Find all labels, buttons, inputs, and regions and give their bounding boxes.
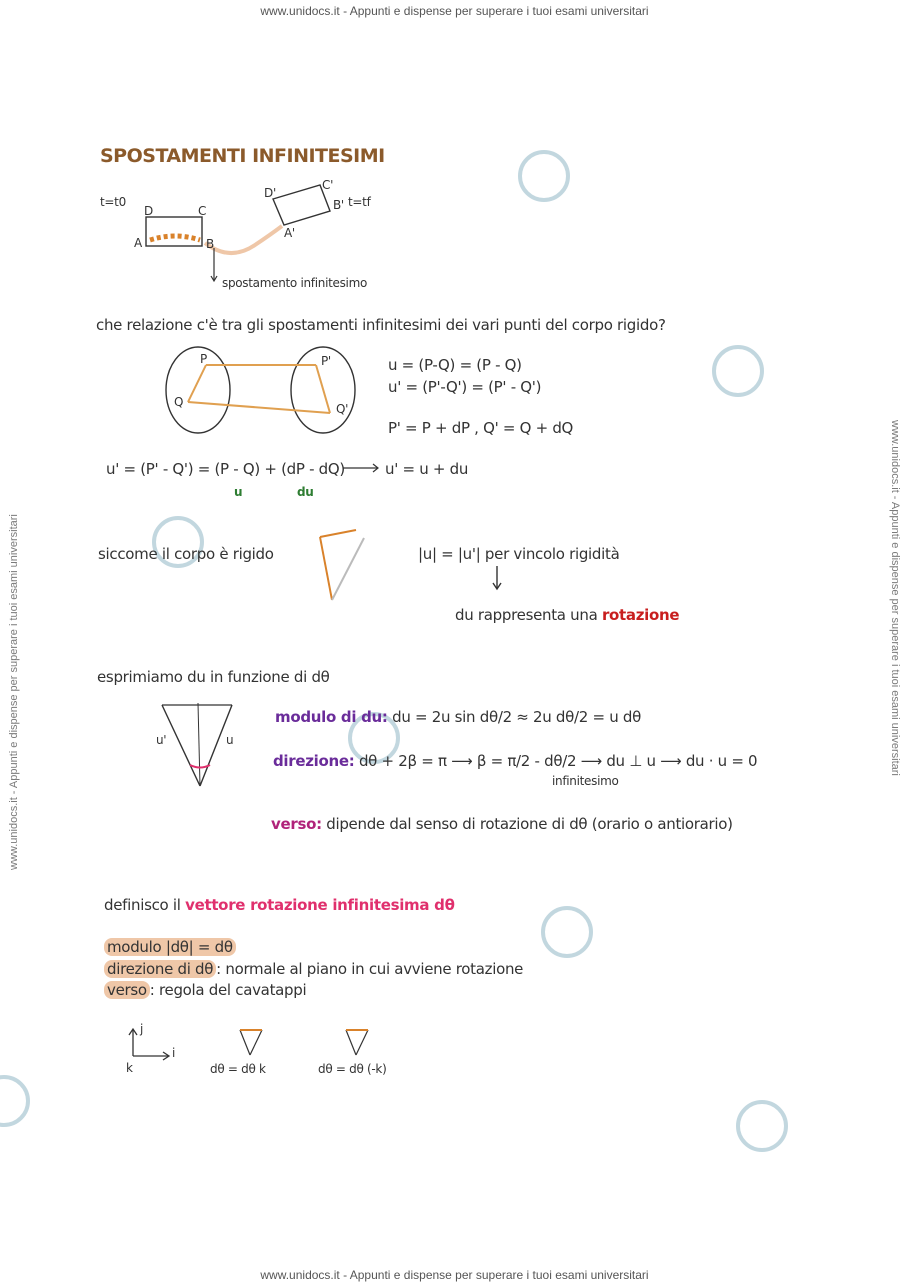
rotation-eq-b: dθ = dθ (-k) [318, 1062, 387, 1076]
axis-j: j [140, 1022, 144, 1036]
watermark-top: www.unidocs.it - Appunti e dispense per superare i tuoi esami universitari [260, 4, 649, 18]
page-title: SPOSTAMENTI INFINITESIMI [100, 145, 385, 167]
watermark-left: www.unidocs.it - Appunti e dispense per superare i tuoi esami universitari [8, 514, 20, 870]
express-du-text: esprimiamo du in funzione di dθ [97, 668, 330, 686]
direzione-definition-label: direzione di dθ [104, 960, 216, 978]
point-Qp: Q' [336, 402, 349, 416]
point-Q: Q [174, 395, 184, 409]
watermark-bottom: www.unidocs.it - Appunti e dispense per superare i tuoi esami universitari [260, 1268, 649, 1282]
time-final: t=tf [348, 195, 371, 209]
equation-u: u = (P-Q) = (P - Q) [388, 356, 522, 374]
label-Cp: C' [322, 178, 334, 192]
logo-watermark-icon [736, 1100, 788, 1152]
displacement-caption: spostamento infinitesimo [222, 276, 368, 290]
label-A: A [134, 236, 142, 250]
label-Dp: D' [264, 186, 276, 200]
rotation-eq-a: dθ = dθ k [210, 1062, 266, 1076]
time-initial: t=t0 [100, 195, 126, 209]
label-D: D [144, 204, 153, 218]
equation-u-prime: u' = (P'-Q') = (P' - Q') [388, 378, 542, 396]
infinitesimo-note: infinitesimo [552, 774, 619, 788]
modulo-label: modulo di du: [275, 708, 388, 726]
question-text: che relazione c'è tra gli spostamenti infinitesimi dei vari punti del corpo rigido? [96, 316, 666, 334]
modulo-definition-text: modulo |dθ| = dθ [104, 938, 236, 956]
verso-text: dipende dal senso di rotazione di dθ (orario o antiorario) [326, 815, 733, 833]
verso-definition-label: verso [104, 981, 150, 999]
equation-points: P' = P + dP , Q' = Q + dQ [388, 419, 574, 437]
equation-expand: u' = (P' - Q') = (P - Q) + (dP - dQ) [106, 460, 345, 478]
verso-label: verso: [271, 815, 322, 833]
rigidity-constraint: |u| = |u'| per vincolo rigidità [418, 545, 620, 563]
label-Ap: A' [284, 226, 295, 240]
point-P: P [200, 352, 207, 366]
definition-highlight: vettore rotazione infinitesima dθ [185, 896, 455, 914]
verso-definition-text: : regola del cavatappi [149, 981, 307, 999]
label-B: B [206, 237, 214, 251]
rotation-conclusion-text: du rappresenta una [455, 606, 598, 624]
direzione-label: direzione: [273, 752, 355, 770]
rigid-body-text: siccome il corpo è rigido [98, 545, 274, 563]
axis-k: k [126, 1061, 133, 1075]
label-C: C [198, 204, 207, 218]
direzione-equation: dθ + 2β = π ⟶ β = π/2 - dθ/2 ⟶ du ⊥ u ⟶ du · u = 0 [358, 752, 758, 770]
underbrace-u: u [234, 485, 243, 499]
definition-text: definisco il [104, 896, 181, 914]
watermark-right: www.unidocs.it - Appunti e dispense per superare i tuoi esami universitari [889, 420, 901, 776]
label-u-prime: u' [156, 733, 167, 747]
logo-watermark-icon [0, 1075, 30, 1127]
rotation-highlight: rotazione [601, 606, 680, 624]
equation-result: u' = u + du [385, 460, 469, 478]
axis-i: i [172, 1046, 176, 1060]
direzione-definition-text: : normale al piano in cui avviene rotazione [216, 960, 524, 978]
label-u: u [226, 733, 234, 747]
underbrace-du: du [297, 485, 314, 499]
label-Bp: B' [333, 198, 344, 212]
point-Pp: P' [321, 354, 331, 368]
modulo-equation: du = 2u sin dθ/2 ≈ 2u dθ/2 = u dθ [392, 708, 642, 726]
